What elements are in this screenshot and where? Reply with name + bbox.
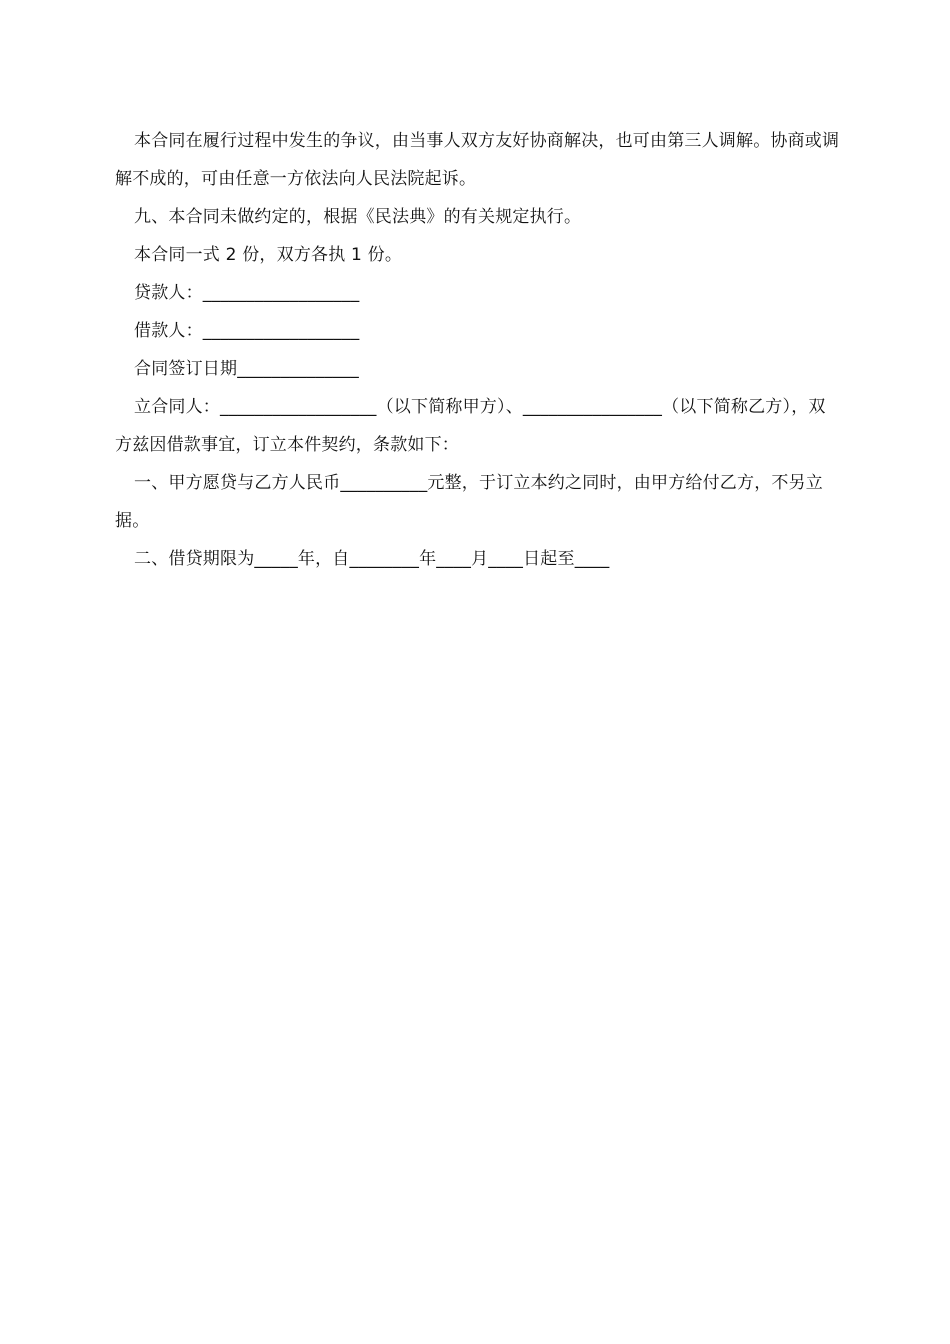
document-body	[115, 122, 840, 578]
paragraph-copies: 本合同一式 2 份，双方各执 1 份。	[134, 245, 403, 265]
paragraph-signing-date: 合同签订日期______________	[134, 359, 359, 379]
paragraph-lender-signature: 贷款人：__________________	[134, 283, 360, 303]
paragraph-clause-two: 二、借贷期限为_____年，自________年____月____日起至____	[134, 549, 610, 569]
paragraph-borrower-signature: 借款人：__________________	[134, 321, 360, 341]
paragraph-clause-nine: 九、本合同未做约定的，根据《民法典》的有关规定执行。	[134, 207, 582, 227]
paragraph-parties: 立合同人：__________________（以下简称甲方）、________________（以下简称乙方），双方兹因借款事宜，订立本件契约，条款如下：	[115, 397, 826, 455]
paragraph-dispute-resolution: 本合同在履行过程中发生的争议，由当事人双方友好协商解决，也可由第三人调解。协商或调解不成的，可由任意一方依法向人民法院起诉。	[115, 131, 840, 189]
paragraph-clause-one: 一、甲方愿贷与乙方人民币__________元整，于订立本约之同时，由甲方给付乙方，不另立据。	[115, 473, 823, 531]
